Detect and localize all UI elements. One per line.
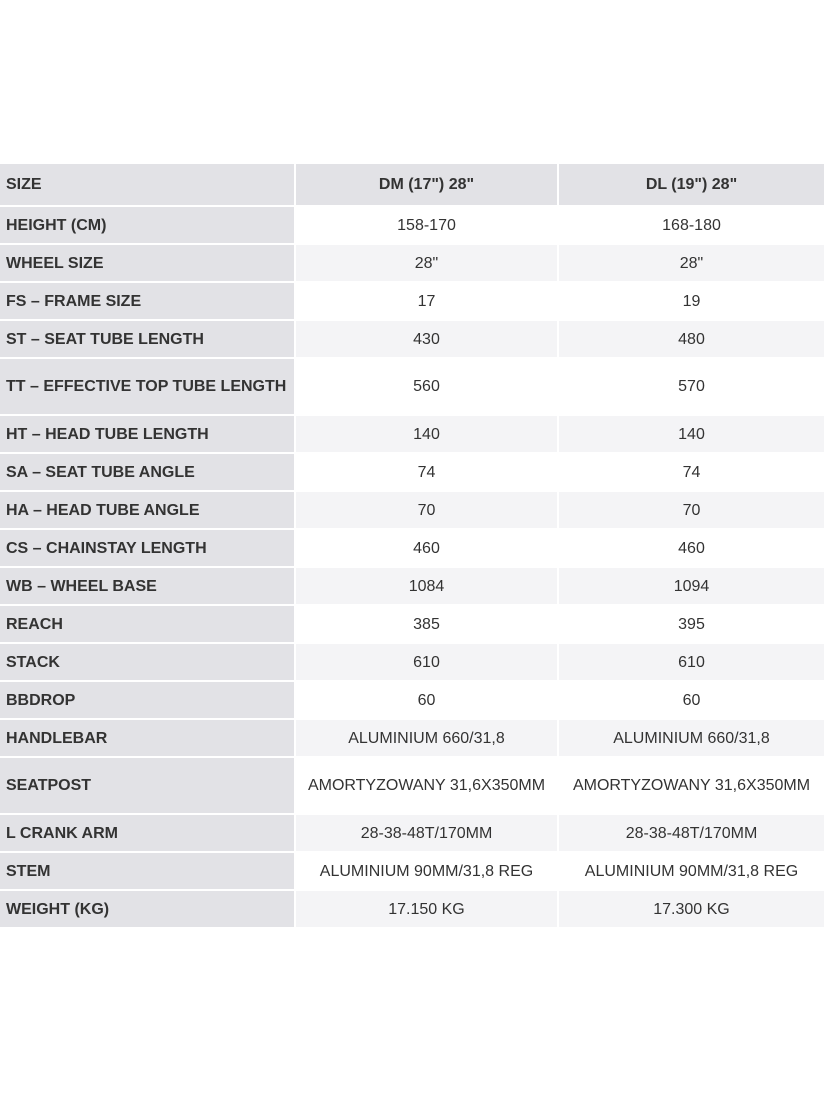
table-row — [0, 492, 824, 530]
table-row — [0, 568, 824, 606]
row-value-dm: ALUMINIUM 90MM/31,8 REG — [296, 853, 559, 891]
row-value-dl: 70 — [559, 492, 824, 530]
row-label: HT – HEAD TUBE LENGTH — [0, 416, 296, 454]
row-value-dm: AMORTYZOWANY 31,6X350MM — [296, 758, 559, 815]
table-row — [0, 758, 824, 815]
row-label: ST – SEAT TUBE LENGTH — [0, 321, 296, 359]
table-row — [0, 359, 824, 416]
row-value-dm: 158-170 — [296, 207, 559, 245]
table-row — [0, 207, 824, 245]
row-value-dm: 74 — [296, 454, 559, 492]
row-value-dl: 28" — [559, 245, 824, 283]
row-value-dm: 17 — [296, 283, 559, 321]
row-value-dm: ALUMINIUM 660/31,8 — [296, 720, 559, 758]
row-label: WEIGHT (KG) — [0, 891, 296, 929]
row-label: HEIGHT (CM) — [0, 207, 296, 245]
row-label: WB – WHEEL BASE — [0, 568, 296, 606]
table-row — [0, 720, 824, 758]
row-value-dl: ALUMINIUM 90MM/31,8 REG — [559, 853, 824, 891]
table-header-row — [0, 164, 824, 207]
row-value-dm: 430 — [296, 321, 559, 359]
row-value-dl: 610 — [559, 644, 824, 682]
row-value-dl: 480 — [559, 321, 824, 359]
row-value-dl: 17.300 KG — [559, 891, 824, 929]
row-value-dm: 610 — [296, 644, 559, 682]
row-label: SEATPOST — [0, 758, 296, 815]
row-value-dl: 19 — [559, 283, 824, 321]
row-label: SA – SEAT TUBE ANGLE — [0, 454, 296, 492]
row-label: CS – CHAINSTAY LENGTH — [0, 530, 296, 568]
table-row — [0, 245, 824, 283]
row-value-dm: 60 — [296, 682, 559, 720]
table-row — [0, 891, 824, 929]
row-value-dm: 560 — [296, 359, 559, 416]
row-value-dm: 140 — [296, 416, 559, 454]
row-value-dl: 168-180 — [559, 207, 824, 245]
table-row — [0, 853, 824, 891]
table-row — [0, 454, 824, 492]
header-size-label: SIZE — [0, 164, 296, 207]
row-value-dm: 1084 — [296, 568, 559, 606]
row-value-dm: 17.150 KG — [296, 891, 559, 929]
row-value-dl: 1094 — [559, 568, 824, 606]
table-row — [0, 644, 824, 682]
row-value-dm: 385 — [296, 606, 559, 644]
row-label: HANDLEBAR — [0, 720, 296, 758]
table-row — [0, 416, 824, 454]
table-row — [0, 682, 824, 720]
table-row — [0, 530, 824, 568]
row-value-dm: 460 — [296, 530, 559, 568]
row-value-dl: 74 — [559, 454, 824, 492]
row-value-dl: 460 — [559, 530, 824, 568]
header-size-dl: DL (19") 28" — [559, 164, 824, 207]
row-value-dm: 28-38-48T/170MM — [296, 815, 559, 853]
row-label: L CRANK ARM — [0, 815, 296, 853]
row-value-dl: ALUMINIUM 660/31,8 — [559, 720, 824, 758]
row-value-dl: 395 — [559, 606, 824, 644]
row-value-dl: 140 — [559, 416, 824, 454]
row-label: REACH — [0, 606, 296, 644]
row-value-dl: 570 — [559, 359, 824, 416]
row-value-dm: 70 — [296, 492, 559, 530]
table-row — [0, 606, 824, 644]
row-value-dl: AMORTYZOWANY 31,6X350MM — [559, 758, 824, 815]
row-label: TT – EFFECTIVE TOP TUBE LENGTH — [0, 359, 296, 416]
geometry-table — [0, 164, 824, 929]
row-label: HA – HEAD TUBE ANGLE — [0, 492, 296, 530]
row-value-dl: 60 — [559, 682, 824, 720]
table-row — [0, 321, 824, 359]
row-value-dm: 28" — [296, 245, 559, 283]
row-label: WHEEL SIZE — [0, 245, 296, 283]
table-row — [0, 283, 824, 321]
row-label: STEM — [0, 853, 296, 891]
header-size-dm: DM (17") 28" — [296, 164, 559, 207]
table-row — [0, 815, 824, 853]
row-label: FS – FRAME SIZE — [0, 283, 296, 321]
row-label: BBDROP — [0, 682, 296, 720]
row-label: STACK — [0, 644, 296, 682]
row-value-dl: 28-38-48T/170MM — [559, 815, 824, 853]
